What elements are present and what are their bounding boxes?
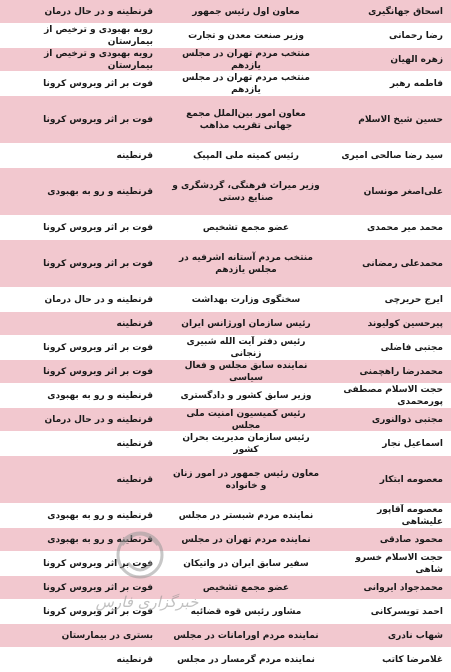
table-row <box>0 336 451 360</box>
status-cell: قرنطینه و رو به بهبودی <box>47 534 153 545</box>
table-row <box>0 24 451 48</box>
status-cell: قرنطینه <box>116 150 153 161</box>
name-cell: معصومه آقاپور علیشاهی <box>377 504 443 527</box>
table-row <box>0 408 451 432</box>
name-cell: پیرحسین کولیوند <box>367 318 443 329</box>
title-cell: رئیس کمیته ملی المپیک <box>193 150 299 161</box>
name-cell: زهره الهیان <box>390 54 443 65</box>
status-cell: قرنطینه و در حال درمان <box>44 6 153 17</box>
name-cell: فاطمه رهبر <box>389 78 443 89</box>
title-cell: سخنگوی وزارت بهداشت <box>191 294 301 305</box>
name-cell: محمود صادقی <box>379 534 443 545</box>
table-row <box>0 0 451 24</box>
status-cell: قرنطینه <box>116 438 153 449</box>
name-cell: محمدعلی رمضانی <box>362 258 443 269</box>
title-cell: وزیر صنعت معدن و تجارت <box>188 30 304 41</box>
name-cell: ایرج حریرچی <box>384 294 443 305</box>
name-cell: محمدجواد ایروانی <box>363 582 443 593</box>
table-row <box>0 360 451 384</box>
name-cell: رضا رحمانی <box>389 30 443 41</box>
title-cell: منتخب مردم تهران در مجلس یازدهم <box>182 48 310 71</box>
status-cell: فوت بر اثر ویروس کرونا <box>43 114 153 125</box>
name-cell: حسین شیخ الاسلام <box>358 114 443 125</box>
table-row <box>0 240 451 288</box>
status-cell: قرنطینه و رو به بهبودی <box>47 186 153 197</box>
title-cell: نماینده مردم اورامانات در مجلس <box>173 630 319 641</box>
name-cell: احمد تویسرکانی <box>370 606 443 617</box>
table-row <box>0 576 451 600</box>
status-cell: قرنطینه و رو به بهبودی <box>47 390 153 401</box>
title-cell: مشاور رئیس قوه قضائیه <box>190 606 302 617</box>
table-row <box>0 624 451 648</box>
name-cell: محمدرضا راهچمنی <box>359 366 443 377</box>
table-row <box>0 552 451 576</box>
title-cell: معاون اول رئیس جمهور <box>192 6 300 17</box>
table-row <box>0 384 451 408</box>
status-cell: رویه بهبودی و ترخیص از بیمارستان <box>44 48 153 71</box>
title-cell: معاون رئیس جمهور در امور زنان و خانواده <box>172 468 320 491</box>
status-cell: بستری در بیمارستان <box>61 630 153 641</box>
status-cell: فوت بر اثر ویروس کرونا <box>43 582 153 593</box>
name-cell: غلامرضا کاتب <box>382 654 443 665</box>
name-cell: اسماعیل نجار <box>382 438 443 449</box>
status-cell: قرنطینه و در حال درمان <box>44 294 153 305</box>
status-cell: فوت بر اثر ویروس کرونا <box>43 606 153 617</box>
title-cell: منتخب مردم تهران در مجلس یازدهم <box>182 72 310 95</box>
title-cell: نماینده مردم گرمسار در مجلس <box>177 654 315 665</box>
table-row <box>0 504 451 528</box>
name-cell: اسحاق جهانگیری <box>368 6 443 17</box>
watermark-text: خبرگزاری فارس <box>95 593 199 611</box>
table-row <box>0 216 451 240</box>
table-row <box>0 96 451 144</box>
status-cell: فوت بر اثر ویروس کرونا <box>43 366 153 377</box>
table-row <box>0 168 451 216</box>
title-cell: عضو مجمع تشخیص <box>202 222 290 233</box>
status-cell: فوت بر اثر ویروس کرونا <box>43 222 153 233</box>
title-cell: رئیس دفتر آیت الله شبیری زنجانی <box>186 336 306 359</box>
status-cell: رویه بهبودی و ترخیص از بیمارستان <box>44 24 153 47</box>
status-cell: قرنطینه <box>116 474 153 485</box>
name-cell: محمد میر محمدی <box>367 222 443 233</box>
status-cell: قرنطینه <box>116 318 153 329</box>
title-cell: رئیس سازمان اورژانس ایران <box>181 318 311 329</box>
title-cell: رئیس کمیسیون امنیت ملی مجلس <box>186 408 306 431</box>
table-row <box>0 288 451 312</box>
title-cell: منتخب مردم آستانه اشرفیه در مجلس یازدهم <box>178 252 314 275</box>
status-cell: قرنطینه و رو به بهبودی <box>47 510 153 521</box>
table-row <box>0 456 451 504</box>
name-cell: شهاب نادری <box>387 630 443 641</box>
status-cell: فوت بر اثر ویروس کرونا <box>43 258 153 269</box>
title-cell: رئیس سازمان مدیریت بحران کشور <box>182 432 310 455</box>
table-row <box>0 72 451 96</box>
table-row <box>0 144 451 168</box>
title-cell: وزیر میراث فرهنگی، گردشگری و صنایع دستی <box>172 180 320 203</box>
table-row <box>0 48 451 72</box>
title-cell: نماینده مردم شبستر در مجلس <box>178 510 314 521</box>
table-row <box>0 312 451 336</box>
name-cell: مجتبی فاضلی <box>380 342 443 353</box>
status-cell: فوت بر اثر ویروس کرونا <box>43 78 153 89</box>
name-cell: سید رضا صالحی امیری <box>341 150 443 161</box>
status-cell: قرنطینه <box>116 654 153 665</box>
status-cell: قرنطینه و در حال درمان <box>44 414 153 425</box>
name-cell: مجتبی ذوالنوری <box>371 414 443 425</box>
table-row <box>0 528 451 552</box>
title-cell: معاون امور بین‌الملل مجمع جهانی تقریب مذاهب <box>186 108 306 131</box>
name-cell: حجت الاسلام مصطفی پورمحمدی <box>343 384 443 407</box>
status-cell: فوت بر اثر ویروس کرونا <box>43 558 153 569</box>
title-cell: نماینده مردم تهران در مجلس <box>181 534 311 545</box>
title-cell: عضو مجمع تشخیص <box>202 582 290 593</box>
title-cell: وزیر سابق کشور و دادگستری <box>180 390 312 401</box>
title-cell: سفیر سابق ایران در واتیکان <box>183 558 309 569</box>
table-row <box>0 600 451 624</box>
title-cell: نماینده سابق مجلس و فعال سیاسی <box>184 360 308 383</box>
status-cell: فوت بر اثر ویروس کرونا <box>43 342 153 353</box>
name-cell: معصومه ابتکار <box>379 474 443 485</box>
table-row <box>0 648 451 672</box>
name-cell: حجت الاسلام خسرو شاهی <box>355 552 443 575</box>
name-cell: علی‌اصغر مونسان <box>363 186 443 197</box>
table-row <box>0 432 451 456</box>
